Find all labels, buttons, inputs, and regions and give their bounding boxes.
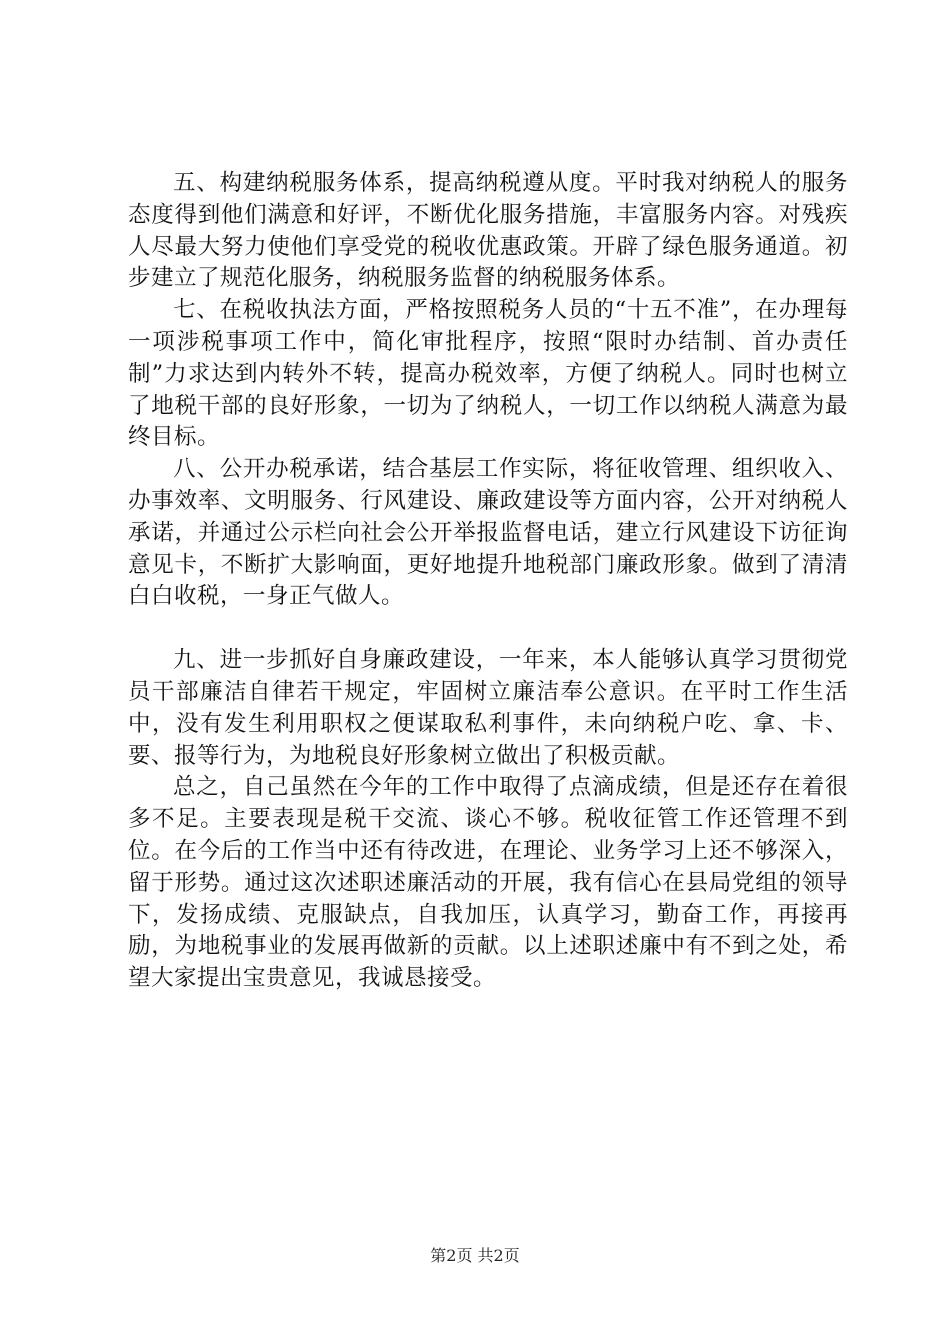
page-footer: 第2页 共2页 [430,1246,520,1265]
paragraph-9-integrity-building: 九、进一步抓好自身廉政建设，一年来，本人能够认真学习贯彻党员干部廉洁自律若干规定，牢固树立廉洁奉公意识。在平时工作生活中，没有发生利用职权之便谋取私利事件，未向纳税户吃、拿、卡、要、报等行为，为地税良好形象树立做出了积极贡献。 [128,647,848,769]
paragraph-7-tax-enforcement: 七、在税收执法方面，严格按照税务人员的“十五不准”，在办理每一项涉税事项工作中，简化审批程序，按照“限时办结制、首办责任制”力求达到内转外不转，提高办税效率，方便了纳税人。同时也树立了地税干部的良好形象，一切为了纳税人，一切工作以纳税人满意为最终目标。 [128,297,848,451]
paragraph-conclusion: 总之，自己虽然在今年的工作中取得了点滴成绩，但是还存在着很多不足。主要表现是税干交流、谈心不够。税收征管工作还管理不到位。在今后的工作当中还有待改进，在理论、业务学习上还不够深入，留于形势。通过这次述职述廉活动的开展，我有信心在县局党组的领导下，发扬成绩、克服缺点，自我加压，认真学习，勤奋工作，再接再励，为地税事业的发展再做新的贡献。以上述职述廉中有不到之处，希望大家提出宝贵意见，我诚恳接受。 [128,774,848,992]
paragraph-8-public-commitment: 八、公开办税承诺，结合基层工作实际，将征收管理、组织收入、办事效率、文明服务、行风建设、廉政建设等方面内容，公开对纳税人承诺，并通过公示栏向社会公开举报监督电话，建立行风建设下访征询意见卡，不断扩大影响面，更好地提升地税部门廉政形象。做到了清清白白收税，一身正气做人。 [128,456,848,610]
paragraph-5-taxpayer-service: 五、构建纳税服务体系，提高纳税遵从度。平时我对纳税人的服务态度得到他们满意和好评，不断优化服务措施，丰富服务内容。对残疾人尽最大努力使他们享受党的税收优惠政策。开辟了绿色服务通道。初步建立了规范化服务，纳税服务监督的纳税服务体系。 [128,170,848,292]
document-body [128,168,848,995]
